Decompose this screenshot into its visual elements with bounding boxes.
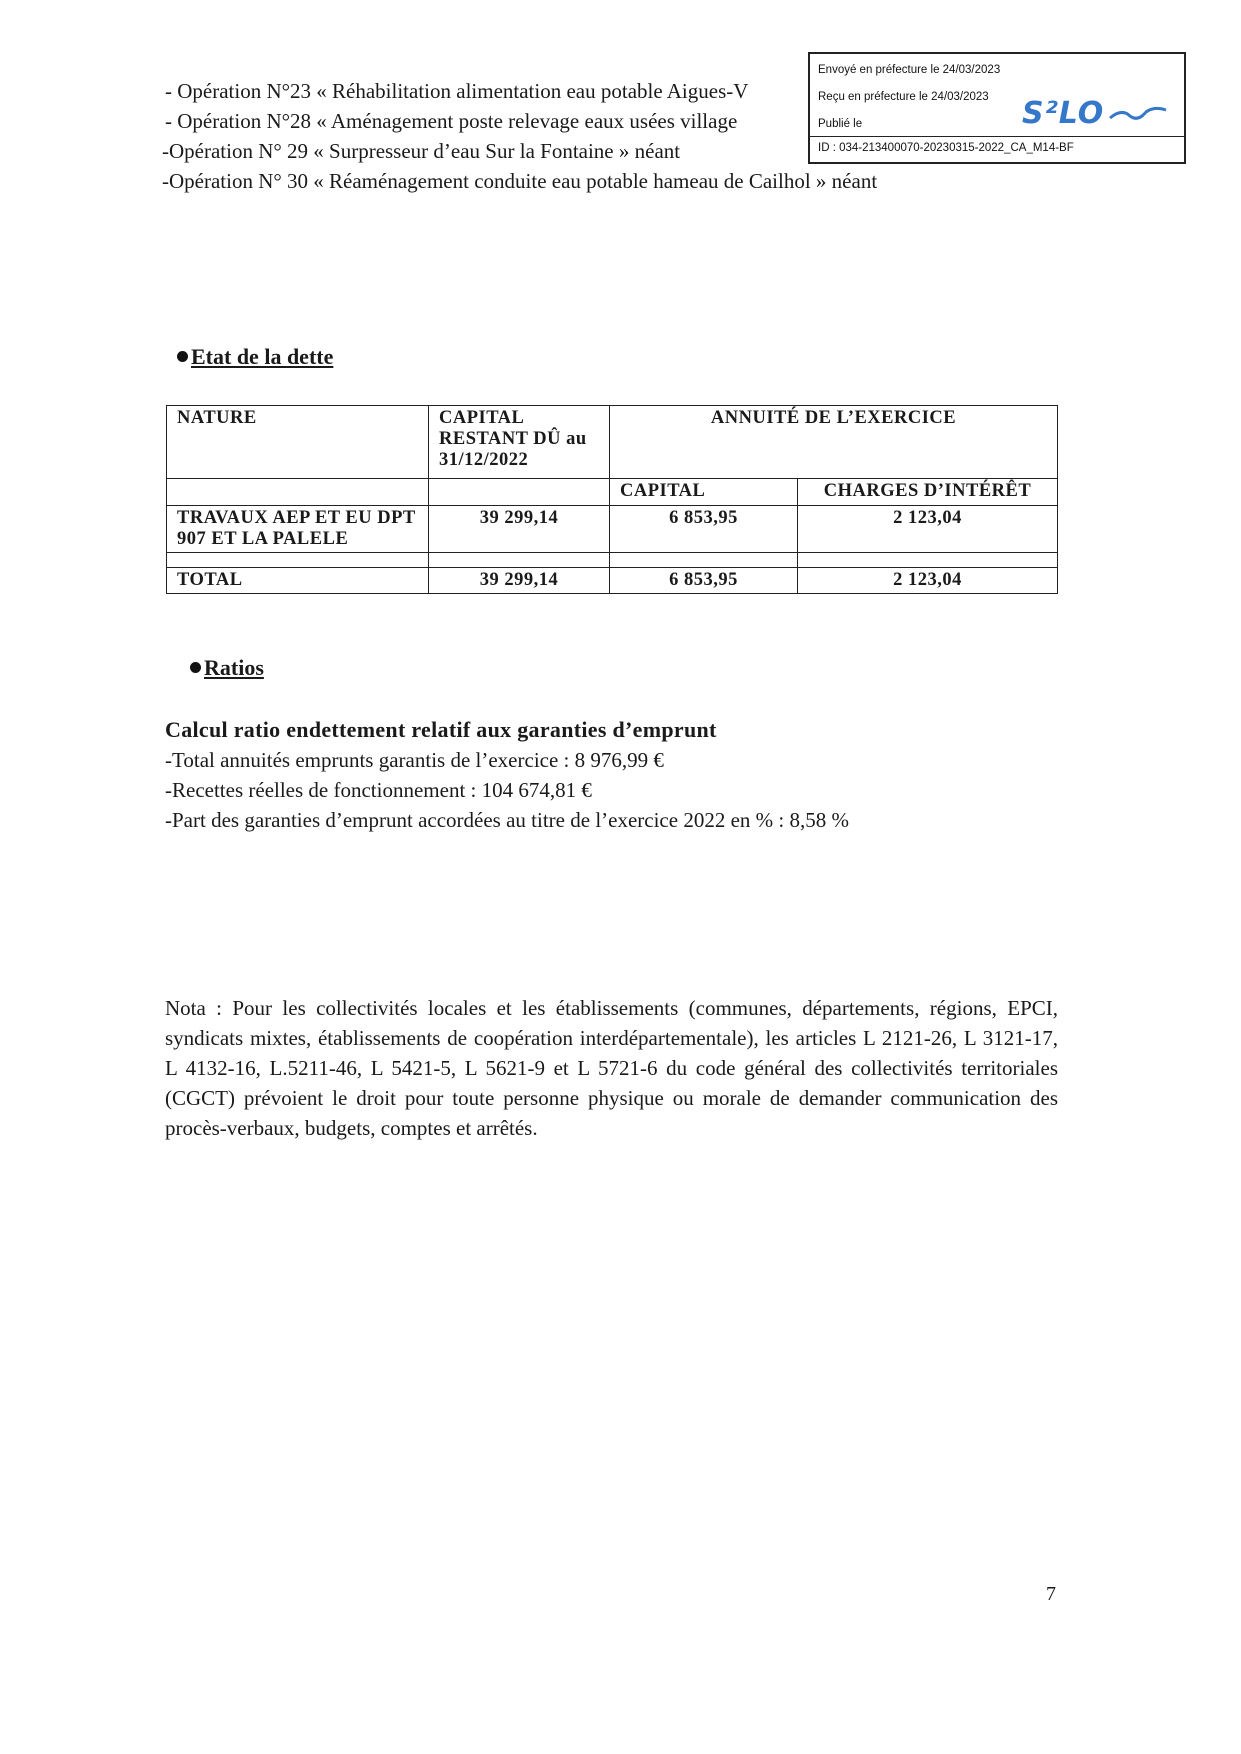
nota-paragraph: Nota : Pour les collectivités locales et les établissements (communes, départements, régions, EPCI, syndicats mixtes, établissements de coopération interdépartementale), les articles L 2121-26, L 3121-17, L 4132-16, L.5211-46, L 5421-5, L 5621-9 et L 5721-6 du code général des collectivités territoriales (CGCT) prévoient le droit pour toute personne physique ou morale de demander communication des procès-verbaux, budgets, comptes et arrêtés. <box>165 996 1058 1140</box>
cell-capital: 6 853,95 <box>610 506 798 553</box>
cell-capital-restant: 39 299,14 <box>429 506 610 553</box>
ratio-line-recettes: -Recettes réelles de fonctionnement : 104 674,81 € <box>165 778 592 802</box>
header-annuite: ANNUITÉ DE L’EXERCICE <box>610 406 1058 479</box>
table-header-row <box>167 406 1058 479</box>
header-charges: CHARGES D’INTÉRÊT <box>798 479 1058 506</box>
table-blank-row <box>167 553 1058 568</box>
table-subheader-row <box>167 479 1058 506</box>
dette-table <box>166 405 1058 594</box>
header-nature: NATURE <box>167 406 429 479</box>
ratio-title: Calcul ratio endettement relatif aux garanties d’emprunt <box>165 717 717 742</box>
dette-heading-text: Etat de la dette <box>191 344 334 369</box>
bullet-icon <box>177 351 188 362</box>
operation-28: - Opération N°28 « Aménagement poste relevage eaux usées village <box>165 109 738 133</box>
stamp-divider <box>810 136 1184 137</box>
dette-heading <box>177 344 333 370</box>
cell-nature: TRAVAUX AEP ET EU DPT 907 ET LA PALELE <box>167 506 429 553</box>
page-number: 7 <box>1046 1583 1056 1605</box>
ratios-heading-text: Ratios <box>204 655 264 680</box>
table-total-row <box>167 568 1058 594</box>
operations-list <box>162 76 878 196</box>
operation-30: -Opération N° 30 « Réaménagement conduite eau potable hameau de Cailhol » néant <box>162 169 878 193</box>
s2lo-logo: S²LO <box>1022 96 1105 131</box>
operation-23: - Opération N°23 « Réhabilitation alimentation eau potable Aigues-V <box>165 79 749 103</box>
header-capital-restant: CAPITAL RESTANT DÛ au 31/12/2022 <box>429 406 610 479</box>
bullet-icon <box>190 662 201 673</box>
ratio-line-total-annuites: -Total annuités emprunts garantis de l’exercice : 8 976,99 € <box>165 748 664 772</box>
subheader-empty-1 <box>167 479 429 506</box>
total-label: TOTAL <box>167 568 429 594</box>
total-capital-restant: 39 299,14 <box>429 568 610 594</box>
stamp-envoye: Envoyé en préfecture le 24/03/2023 <box>818 64 1001 76</box>
table-row <box>167 506 1058 553</box>
stamp-id: ID : 034-213400070-20230315-2022_CA_M14-BF <box>818 142 1074 154</box>
total-capital: 6 853,95 <box>610 568 798 594</box>
blank-cell-3 <box>610 553 798 568</box>
ratios-heading <box>190 655 264 681</box>
ratio-line-part-garanties: -Part des garanties d’emprunt accordées au titre de l’exercice 2022 en % : 8,58 % <box>165 808 849 832</box>
header-capital: CAPITAL <box>610 479 798 506</box>
stamp-publie: Publié le <box>818 118 863 130</box>
ratio-calculation <box>165 715 849 835</box>
blank-cell-1 <box>167 553 429 568</box>
subheader-empty-2 <box>429 479 610 506</box>
total-charges: 2 123,04 <box>798 568 1058 594</box>
s2lo-swoosh-icon <box>1108 106 1168 124</box>
stamp-recu: Reçu en préfecture le 24/03/2023 <box>818 91 989 103</box>
cell-charges: 2 123,04 <box>798 506 1058 553</box>
blank-cell-2 <box>429 553 610 568</box>
prefecture-stamp <box>808 52 1186 164</box>
operation-29: -Opération N° 29 « Surpresseur d’eau Sur la Fontaine » néant <box>162 139 681 163</box>
blank-cell-4 <box>798 553 1058 568</box>
